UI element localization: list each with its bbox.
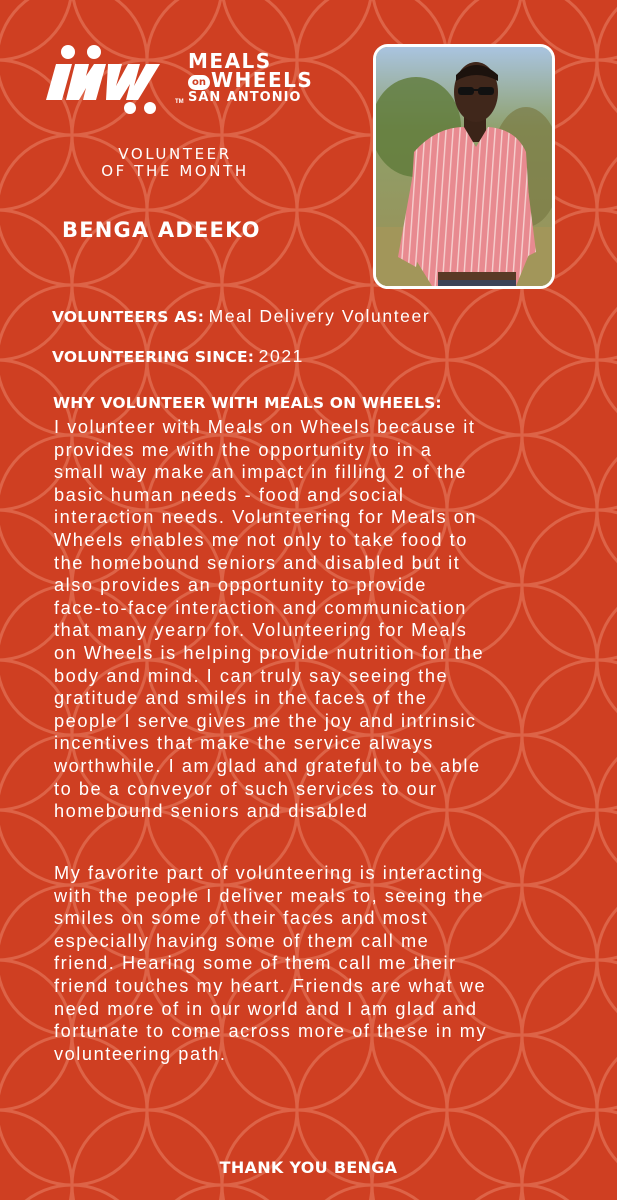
paragraph-line: Wheels enables me not only to take food to <box>54 529 468 550</box>
paragraph-line: friend touches my heart. Friends are what we <box>54 975 487 996</box>
paragraph-line: also provides an opportunity to provide <box>54 575 427 596</box>
volunteering-since-row <box>52 346 304 367</box>
volunteering-since-value: 2021 <box>258 346 304 366</box>
logo-wordmark <box>188 49 314 106</box>
volunteers-as-value: Meal Delivery Volunteer <box>208 306 431 326</box>
meals-on-wheels-figures-icon <box>42 44 182 114</box>
paragraph-line: small way make an impact in filling 2 of the <box>54 462 467 483</box>
paragraph-line: body and mind. I can truly say seeing the <box>54 665 449 686</box>
why-volunteer-heading: WHY VOLUNTEER WITH MEALS ON WHEELS: <box>53 394 442 412</box>
title-line-2: OF THE MONTH <box>101 162 249 180</box>
volunteers-as-row <box>52 306 430 327</box>
title-line-1: VOLUNTEER <box>118 145 232 163</box>
paragraph-line: worthwhile. I am glad and grateful to be able <box>54 755 481 776</box>
paragraph-line: basic human needs - food and social <box>54 484 405 505</box>
paragraph-line: with the people I deliver meals to, seeing the <box>54 885 485 906</box>
paragraph-line: I volunteer with Meals on Wheels because it <box>54 417 476 437</box>
paragraph-line: interaction needs. Volunteering for Meals on <box>54 507 478 528</box>
logo-line-meals: MEALS <box>188 49 272 73</box>
volunteer-of-the-month-title <box>60 146 290 180</box>
volunteers-as-label: VOLUNTEERS AS: <box>52 308 205 326</box>
meals-on-wheels-logo <box>42 44 322 114</box>
paragraph-line: My favorite part of volunteering is interacting <box>54 863 484 883</box>
paragraph-line: fortunate to come across more of these in my <box>54 1021 488 1042</box>
logo-line-wheels <box>188 68 314 92</box>
volunteering-since-label: VOLUNTEERING SINCE: <box>52 348 255 366</box>
paragraph-line: that many yearn for. Volunteering for Meals <box>54 620 468 641</box>
why-paragraph-2 <box>54 862 584 1065</box>
paragraph-line: smiles on some of their faces and most <box>54 908 429 929</box>
logo-line-city: SAN ANTONIO <box>188 90 302 105</box>
trademark-mark: TM <box>175 99 184 105</box>
paragraph-line: volunteering path. <box>54 1043 227 1064</box>
paragraph-line: need more of in our world and I am glad and <box>54 998 478 1019</box>
paragraph-line: on Wheels is helping provide nutrition for the <box>54 642 485 663</box>
logo-wheels-text: WHEELS <box>211 68 314 92</box>
paragraph-line: provides me with the opportunity to in a <box>54 439 433 460</box>
volunteer-photo <box>373 44 555 289</box>
paragraph-line: especially having some of them call me <box>54 930 430 951</box>
paragraph-line: face-to-face interaction and communication <box>54 597 467 618</box>
paragraph-line: friend. Hearing some of them call me their <box>54 953 457 974</box>
thank-you-footer: THANK YOU BENGA <box>219 1158 398 1177</box>
volunteer-name: BENGA ADEEKO <box>62 218 261 242</box>
portrait-illustration <box>376 47 552 286</box>
paragraph-line: to be a conveyor of such services to our <box>54 778 438 799</box>
paragraph-line: the homebound seniors and disabled but it <box>54 552 461 573</box>
paragraph-line: incentives that make the service always <box>54 733 434 754</box>
paragraph-line: homebound seniors and disabled <box>54 801 369 822</box>
paragraph-line: people I serve gives me the joy and intrinsic <box>54 710 477 731</box>
why-paragraph-1 <box>54 416 584 823</box>
paragraph-line: gratitude and smiles in the faces of the <box>54 688 428 709</box>
logo-on-badge: on <box>188 75 210 90</box>
